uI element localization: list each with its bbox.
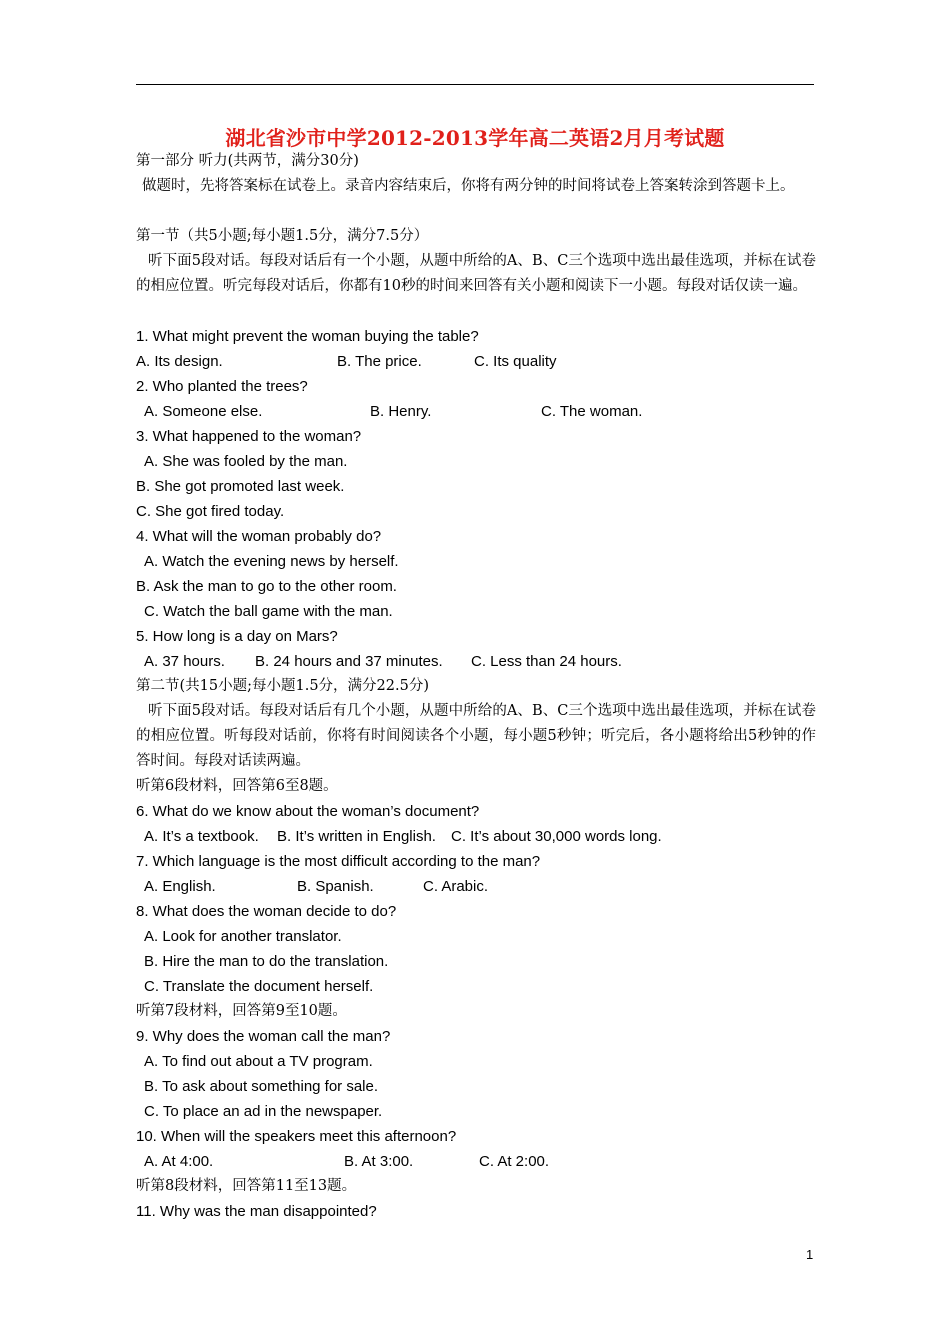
part1-instructions: 做题时，先将答案标在试卷上。录音内容结束后，你将有两分钟的时间将试卷上答案转涂到答题卡上。 — [142, 178, 795, 194]
question-10-options — [136, 1149, 816, 1174]
question-1-option-c: C. Its quality — [474, 353, 557, 370]
question-1-options — [136, 349, 816, 374]
question-2-stem: 2. Who planted the trees? — [136, 378, 308, 395]
question-1-option-b: B. The price. — [337, 353, 422, 370]
question-6-option-b: B. It’s written in English. — [277, 828, 436, 845]
question-7-option-a: A. English. — [144, 878, 216, 895]
question-4-stem: 4. What will the woman probably do? — [136, 528, 382, 545]
page-number: 1 — [806, 1247, 814, 1262]
question-3-option-c: C. She got fired today. — [136, 503, 285, 520]
question-11-stem: 11. Why was the man disappointed? — [136, 1203, 377, 1220]
question-6-stem: 6. What do we know about the woman’s document? — [136, 803, 480, 820]
question-7-options — [136, 874, 816, 899]
question-3-option-b: B. She got promoted last week. — [136, 478, 345, 495]
question-4-option-c: C. Watch the ball game with the man. — [144, 603, 393, 620]
question-2-option-b: B. Henry. — [370, 403, 432, 420]
question-9-option-a: A. To find out about a TV program. — [144, 1053, 373, 1070]
exam-body — [136, 149, 816, 1224]
question-1-stem: 1. What might prevent the woman buying the table? — [136, 328, 479, 345]
question-7-option-b: B. Spanish. — [297, 878, 374, 895]
section2-heading: 第二节(共15小题;每小题1.5分，满分22.5分) — [136, 678, 429, 694]
question-8-stem: 8. What does the woman decide to do? — [136, 903, 397, 920]
question-6-option-a: A. It’s a textbook. — [144, 828, 259, 845]
question-9-option-b: B. To ask about something for sale. — [144, 1078, 379, 1095]
question-5-option-c: C. Less than 24 hours. — [471, 653, 622, 670]
question-2-option-c: C. The woman. — [541, 403, 643, 420]
question-5-option-a: A. 37 hours. — [144, 653, 225, 670]
question-10-option-c: C. At 2:00. — [479, 1153, 550, 1170]
section1-heading: 第一节（共5小题;每小题1.5分，满分7.5分） — [136, 228, 429, 244]
question-5-stem: 5. How long is a day on Mars? — [136, 628, 338, 645]
question-7-option-c: C. Arabic. — [423, 878, 489, 895]
question-8-option-b: B. Hire the man to do the translation. — [144, 953, 389, 970]
question-5-option-b: B. 24 hours and 37 minutes. — [255, 653, 443, 670]
section1-instructions: 听下面5段对话。每段对话后有一个小题，从题中所给的A、B、C三个选项中选出最佳选项，并标在试卷的相应位置。听完每段对话后，你都有10秒的时间来回答有关小题和阅读下一小题。每段对话仅读一遍。 — [136, 253, 816, 294]
passage-6-note: 听第6段材料，回答第6至8题。 — [136, 778, 338, 794]
part1-heading: 第一部分 听力(共两节，满分30分) — [136, 153, 359, 169]
question-3-option-a: A. She was fooled by the man. — [144, 453, 348, 470]
question-7-stem: 7. Which language is the most difficult according to the man? — [136, 853, 541, 870]
question-4-option-a: A. Watch the evening news by herself. — [144, 553, 399, 570]
question-10-option-b: B. At 3:00. — [344, 1153, 414, 1170]
section2-instructions: 听下面5段对话。每段对话后有几个小题，从题中所给的A、B、C三个选项中选出最佳选项，并标在试卷的相应位置。听每段对话前，你将有时间阅读各个小题，每小题5秒钟；听完后，各小题将给出5秒钟的作答时间。每段对话读两遍。 — [136, 703, 816, 769]
passage-7-note: 听第7段材料，回答第9至10题。 — [136, 1003, 347, 1019]
question-4-option-b: B. Ask the man to go to the other room. — [136, 578, 397, 595]
question-2-option-a: A. Someone else. — [144, 403, 263, 420]
question-6-option-c: C. It’s about 30,000 words long. — [451, 828, 662, 845]
question-10-stem: 10. When will the speakers meet this afternoon? — [136, 1128, 457, 1145]
question-8-option-c: C. Translate the document herself. — [144, 978, 374, 995]
question-1-option-a: A. Its design. — [136, 353, 223, 370]
question-5-options — [136, 649, 816, 674]
header-rule — [136, 84, 814, 85]
question-9-option-c: C. To place an ad in the newspaper. — [144, 1103, 383, 1120]
question-6-options — [136, 824, 816, 849]
exam-title: 湖北省沙市中学2012-2013学年高二英语2月月考试题 — [225, 126, 725, 150]
question-2-options — [136, 399, 816, 424]
question-10-option-a: A. At 4:00. — [144, 1153, 214, 1170]
passage-8-note: 听第8段材料，回答第11至13题。 — [136, 1178, 357, 1194]
question-3-stem: 3. What happened to the woman? — [136, 428, 362, 445]
question-9-stem: 9. Why does the woman call the man? — [136, 1028, 391, 1045]
question-8-option-a: A. Look for another translator. — [144, 928, 342, 945]
